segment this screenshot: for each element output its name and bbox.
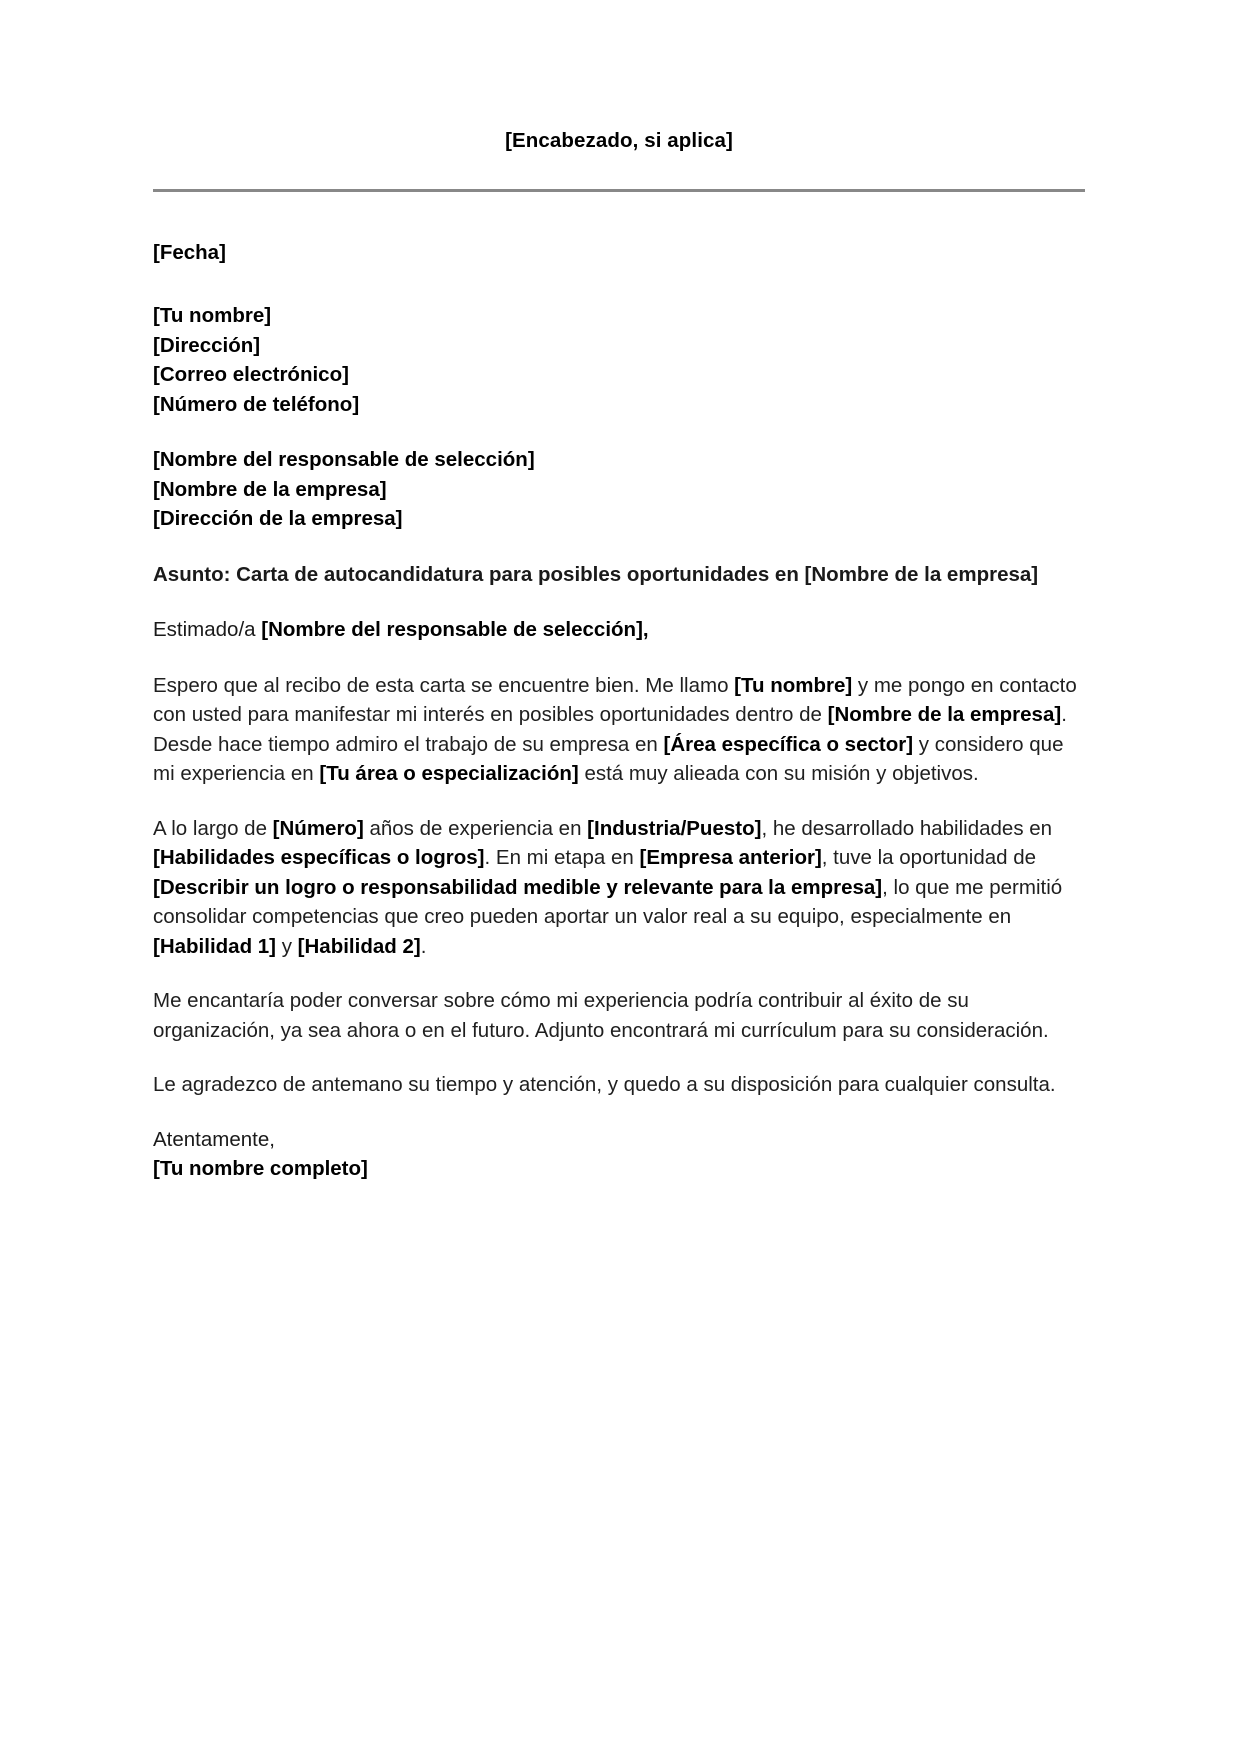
subject-line — [153, 560, 1085, 590]
p2-text-5: , tuve la oportunidad de — [821, 846, 1037, 870]
recipient-contact: [Nombre del responsable de selección] — [153, 448, 535, 472]
p1-placeholder-your-name: [Tu nombre] — [734, 673, 853, 697]
closing-signature-placeholder: [Tu nombre completo] — [153, 1157, 368, 1181]
p1-text-4: y considero que mi experiencia en — [153, 732, 1064, 786]
p2-placeholder-skill-1: [Habilidad 1] — [153, 934, 277, 958]
p2-placeholder-industry-role: [Industria/Puesto] — [587, 816, 762, 840]
letter-body — [153, 222, 1085, 1184]
p1-text-3: . Desde hace tiempo admiro el trabajo de su empresa en — [153, 703, 1067, 756]
p1-placeholder-company: [Nombre de la empresa] — [827, 703, 1062, 727]
p2-placeholder-skills: [Habilidades específicas o logros] — [153, 846, 485, 870]
greeting-line — [153, 615, 1085, 645]
body-paragraph-1 — [153, 671, 1085, 789]
p2-text-3: , he desarrollado habilidades en — [761, 816, 1053, 840]
document-header: [Encabezado, si aplica] — [505, 129, 733, 152]
closing-block — [153, 1125, 1085, 1184]
spacer-subject-greeting — [153, 589, 1085, 615]
p1-text-5: está muy alieada con su misión y objetivos. — [578, 762, 979, 786]
sender-email: [Correo electrónico] — [153, 363, 349, 387]
p1-text-1: Espero que al recibo de esta carta se encuentre bien. Me llamo — [153, 673, 735, 697]
subject-company-placeholder: [Nombre de la empresa] — [804, 562, 1039, 586]
greeting-suffix: , — [642, 618, 649, 642]
spacer-sender-recipient — [153, 419, 1085, 445]
date-block — [153, 238, 1085, 268]
p2-placeholder-number: [Número] — [272, 816, 364, 840]
p1-placeholder-area: [Área específica o sector] — [663, 732, 914, 756]
recipient-block — [153, 445, 1085, 534]
body-paragraph-4: Le agradezco de antemano su tiempo y atención, y quedo a su disposición para cualquier consulta. — [153, 1073, 1056, 1097]
p2-text-6: , lo que me permitió consolidar competencias que creo pueden aportar un valor real a su equipo, especialmente en — [153, 875, 1063, 929]
spacer-recipient-subject — [153, 534, 1085, 560]
spacer-after-rule — [153, 222, 1085, 238]
greeting-recipient-placeholder: [Nombre del responsable de selección] — [261, 618, 643, 642]
p2-placeholder-skill-2: [Habilidad 2] — [297, 934, 421, 958]
p2-text-8: . — [420, 934, 427, 958]
p1-placeholder-specialization: [Tu área o especialización] — [319, 762, 579, 786]
recipient-address: [Dirección de la empresa] — [153, 507, 403, 531]
p2-text-1: A lo largo de — [153, 816, 273, 840]
sender-name: [Tu nombre] — [153, 304, 272, 328]
body-paragraph-3: Me encantaría poder conversar sobre cómo mi experiencia podría contribuir al éxito de su organización, ya sea ahora o en el futuro. Adjunto encontrará mi currículum para su consideración. — [153, 989, 1049, 1042]
letter-content — [153, 128, 1085, 1184]
p2-placeholder-previous-company: [Empresa anterior] — [639, 846, 822, 870]
sender-address: [Dirección] — [153, 333, 261, 357]
spacer-date-sender — [153, 267, 1085, 301]
greeting-prefix: Estimado/a — [153, 618, 262, 642]
spacer-greeting-body — [153, 645, 1085, 671]
p1-text-2: y me pongo en contacto con usted para manifestar mi interés en posibles oportunidades dentro de — [153, 673, 1077, 727]
subject-label: Asunto: Carta de autocandidatura para posibles oportunidades en — [153, 562, 805, 586]
p2-text-7: y — [276, 934, 298, 958]
sender-phone: [Número de teléfono] — [153, 392, 360, 416]
body-paragraph-2 — [153, 814, 1085, 962]
sender-block — [153, 301, 1085, 419]
p2-text-4: . En mi etapa en — [484, 846, 640, 870]
date-placeholder: [Fecha] — [153, 240, 226, 264]
closing-salutation: Atentamente, — [153, 1127, 275, 1151]
header-divider-rule — [153, 189, 1085, 192]
p2-placeholder-achievement: [Describir un logro o responsabilidad medible y relevante para la empresa] — [153, 875, 883, 899]
recipient-company: [Nombre de la empresa] — [153, 477, 387, 501]
p2-text-2: años de experiencia en — [363, 816, 588, 840]
